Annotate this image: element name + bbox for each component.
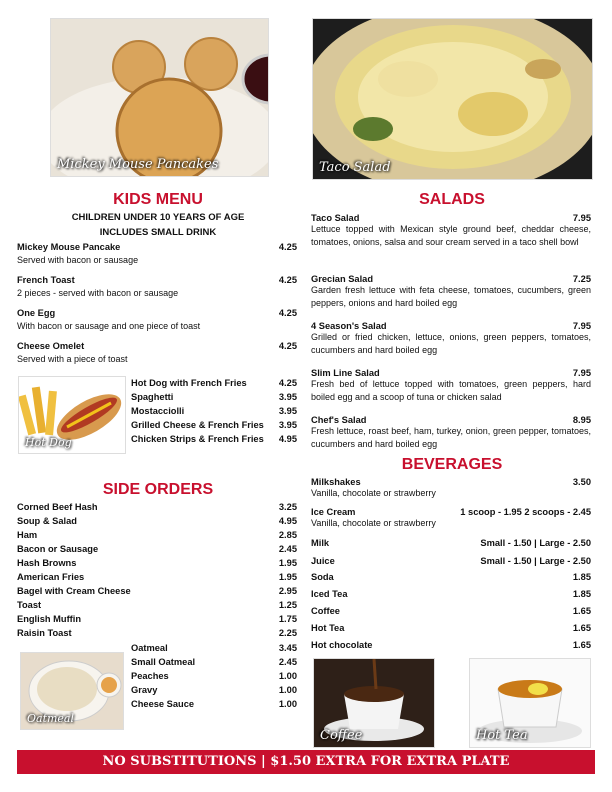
item-name: Soda	[311, 572, 334, 582]
side-item	[17, 572, 297, 586]
side-item	[17, 614, 297, 628]
coffee-photo	[313, 658, 435, 748]
item-price: 8.95	[572, 415, 591, 425]
kids-extra-item	[131, 406, 297, 420]
item-price: 1.65	[572, 640, 591, 650]
item-name: Chicken Strips & French Fries	[131, 434, 264, 444]
item-name: Mickey Mouse Pancake	[17, 242, 121, 252]
salad-item	[311, 415, 591, 451]
kids-item	[17, 341, 297, 366]
item-name: Toast	[17, 600, 42, 610]
beverage-item	[311, 507, 591, 530]
item-price: 1.95	[278, 558, 297, 568]
beverage-item	[311, 623, 591, 637]
item-name: Hot Dog with French Fries	[131, 378, 247, 388]
item-desc: 2 pieces - served with bacon or sausage	[17, 288, 179, 298]
beverage-item	[311, 606, 591, 620]
item-name: Hash Browns	[17, 558, 77, 568]
salad-item	[311, 321, 591, 357]
item-price: 1.00	[278, 685, 297, 695]
side-extra-item	[131, 657, 297, 671]
beverage-item	[311, 640, 591, 654]
item-price: 1.65	[572, 606, 591, 616]
item-name: Mostacciolli	[131, 406, 185, 416]
oatmeal-photo	[20, 652, 124, 730]
oatmeal-caption: Oatmeal	[27, 712, 75, 725]
item-name: American Fries	[17, 572, 85, 582]
item-price: 2.45	[278, 544, 297, 554]
item-name: Slim Line Salad	[311, 368, 380, 378]
item-name: Coffee	[311, 606, 340, 616]
item-name: Hot chocolate	[311, 640, 373, 650]
item-name: Milkshakes	[311, 477, 361, 487]
item-name: Taco Salad	[311, 213, 360, 223]
item-price: 2.45	[278, 657, 297, 667]
kids-item	[17, 275, 297, 300]
item-name: Peaches	[131, 671, 169, 681]
salads-title: SALADS	[419, 191, 485, 208]
side-extra-item	[131, 699, 297, 713]
pancakes-photo	[50, 18, 269, 177]
side-item	[17, 586, 297, 600]
item-desc: Grilled or fried chicken, lettuce, onions, green peppers, tomatoes, cucumbers and hard boiled egg	[311, 332, 591, 355]
salad-item	[311, 274, 591, 310]
item-name: Juice	[311, 556, 335, 566]
item-name: Grilled Cheese & French Fries	[131, 420, 264, 430]
item-price: 1.95	[278, 572, 297, 582]
item-name: Small Oatmeal	[131, 657, 196, 667]
item-price: 4.25	[278, 308, 297, 318]
item-name: Ice Cream	[311, 507, 356, 517]
item-price: 1.75	[278, 614, 297, 624]
beverage-item	[311, 477, 591, 500]
kids-menu-subtitle-1: CHILDREN UNDER 10 YEARS OF AGE	[71, 212, 245, 223]
side-extra-item	[131, 671, 297, 685]
item-price: 4.25	[278, 341, 297, 351]
item-price: 1.85	[572, 572, 591, 582]
hotdog-caption: Hot Dog	[25, 436, 72, 449]
item-price: 1.25	[278, 600, 297, 610]
side-item	[17, 628, 297, 642]
item-name: Hot Tea	[311, 623, 345, 633]
taco-salad-caption: Taco Salad	[319, 160, 391, 175]
item-name: Bagel with Cream Cheese	[17, 586, 131, 596]
item-name: 4 Season's Salad	[311, 321, 387, 331]
item-price: 4.25	[278, 242, 297, 252]
pancakes-caption: Mickey Mouse Pancakes	[57, 157, 219, 172]
item-desc: Vanilla, chocolate or strawberry	[311, 518, 436, 528]
item-price: 2.85	[278, 530, 297, 540]
item-price: 3.95	[278, 420, 297, 430]
item-price: 4.95	[278, 516, 297, 526]
item-desc: With bacon or sausage and one piece of toast	[17, 321, 201, 331]
item-price: 7.95	[572, 213, 591, 223]
side-item	[17, 502, 297, 516]
item-price: 1 scoop - 1.95 2 scoops - 2.45	[460, 507, 591, 517]
beverages-title: BEVERAGES	[401, 456, 503, 473]
item-price: 1.00	[278, 699, 297, 709]
item-price: 3.25	[278, 502, 297, 512]
item-name: Raisin Toast	[17, 628, 72, 638]
salad-item	[311, 368, 591, 404]
side-item	[17, 600, 297, 614]
item-name: Soup & Salad	[17, 516, 77, 526]
item-name: Spaghetti	[131, 392, 174, 402]
coffee-caption: Coffee	[320, 728, 363, 743]
item-name: Gravy	[131, 685, 158, 695]
item-desc: Served with bacon or sausage	[17, 255, 139, 265]
side-item	[17, 558, 297, 572]
item-desc: Served with a piece of toast	[17, 354, 128, 364]
taco-salad-photo	[312, 18, 593, 180]
beverage-item	[311, 589, 591, 603]
item-price: 3.45	[278, 643, 297, 653]
item-name: Grecian Salad	[311, 274, 374, 284]
item-price: 4.25	[278, 378, 297, 388]
item-price: 3.95	[278, 406, 297, 416]
kids-item	[17, 308, 297, 333]
item-desc: Garden fresh lettuce with feta cheese, tomatoes, cucumbers, green peppers, onions and hard boiled egg	[311, 285, 591, 308]
item-price: 2.95	[278, 586, 297, 596]
item-price: 7.25	[572, 274, 591, 284]
side-extra-item	[131, 643, 297, 657]
item-price: 7.95	[572, 368, 591, 378]
item-name: One Egg	[17, 308, 56, 318]
item-price: Small - 1.50 | Large - 2.50	[480, 556, 591, 566]
item-price: 1.65	[572, 623, 591, 633]
item-desc: Lettuce topped with Mexican style ground beef, cheddar cheese, tomatoes, onions, salsa and sour cream served in a taco shell bowl	[311, 224, 591, 247]
side-extra-item	[131, 685, 297, 699]
item-name: Bacon or Sausage	[17, 544, 99, 554]
item-name: Cheese Sauce	[131, 699, 195, 709]
side-item	[17, 516, 297, 530]
kids-menu-title: KIDS MENU	[113, 191, 203, 208]
item-desc: Fresh lettuce, roast beef, ham, turkey, onion, green pepper, tomatoes, cucumbers and hard boiled egg	[311, 426, 591, 449]
item-name: Corned Beef Hash	[17, 502, 98, 512]
kids-extra-item	[131, 434, 297, 448]
item-price: 7.95	[572, 321, 591, 331]
item-name: Ham	[17, 530, 38, 540]
item-desc: Fresh bed of lettuce topped with tomatoes, green peppers, hard boiled egg and a scoop of tuna or chicken salad	[311, 379, 591, 402]
beverage-item	[311, 572, 591, 586]
pancakes-illustration	[51, 19, 268, 176]
kids-extra-item	[131, 392, 297, 406]
item-price: 3.95	[278, 392, 297, 402]
item-price: 4.25	[278, 275, 297, 285]
item-name: Iced Tea	[311, 589, 348, 599]
item-price: Small - 1.50 | Large - 2.50	[480, 538, 591, 548]
item-name: Milk	[311, 538, 330, 548]
beverage-item	[311, 538, 591, 552]
beverage-item	[311, 556, 591, 570]
kids-extra-item	[131, 378, 297, 392]
hotdog-photo	[18, 376, 126, 454]
item-price: 3.50	[572, 477, 591, 487]
item-name: French Toast	[17, 275, 75, 285]
kids-menu-subtitle-2: INCLUDES SMALL DRINK	[99, 227, 217, 238]
side-item	[17, 530, 297, 544]
item-name: Oatmeal	[131, 643, 168, 653]
salad-item	[311, 213, 591, 249]
footer-banner: NO SUBSTITUTIONS | $1.50 EXTRA FOR EXTRA PLATE	[17, 750, 595, 774]
item-price: 4.95	[278, 434, 297, 444]
kids-item	[17, 242, 297, 267]
side-orders-title: SIDE ORDERS	[102, 481, 214, 498]
item-name: Chef's Salad	[311, 415, 367, 425]
side-item	[17, 544, 297, 558]
item-name: Cheese Omelet	[17, 341, 85, 351]
item-price: 2.25	[278, 628, 297, 638]
hot-tea-caption: Hot Tea	[476, 728, 528, 743]
item-name: English Muffin	[17, 614, 82, 624]
taco-salad-illustration	[313, 19, 592, 179]
item-price: 1.85	[572, 589, 591, 599]
hot-tea-photo	[469, 658, 591, 748]
kids-extra-item	[131, 420, 297, 434]
item-price: 1.00	[278, 671, 297, 681]
item-desc: Vanilla, chocolate or strawberry	[311, 488, 436, 498]
